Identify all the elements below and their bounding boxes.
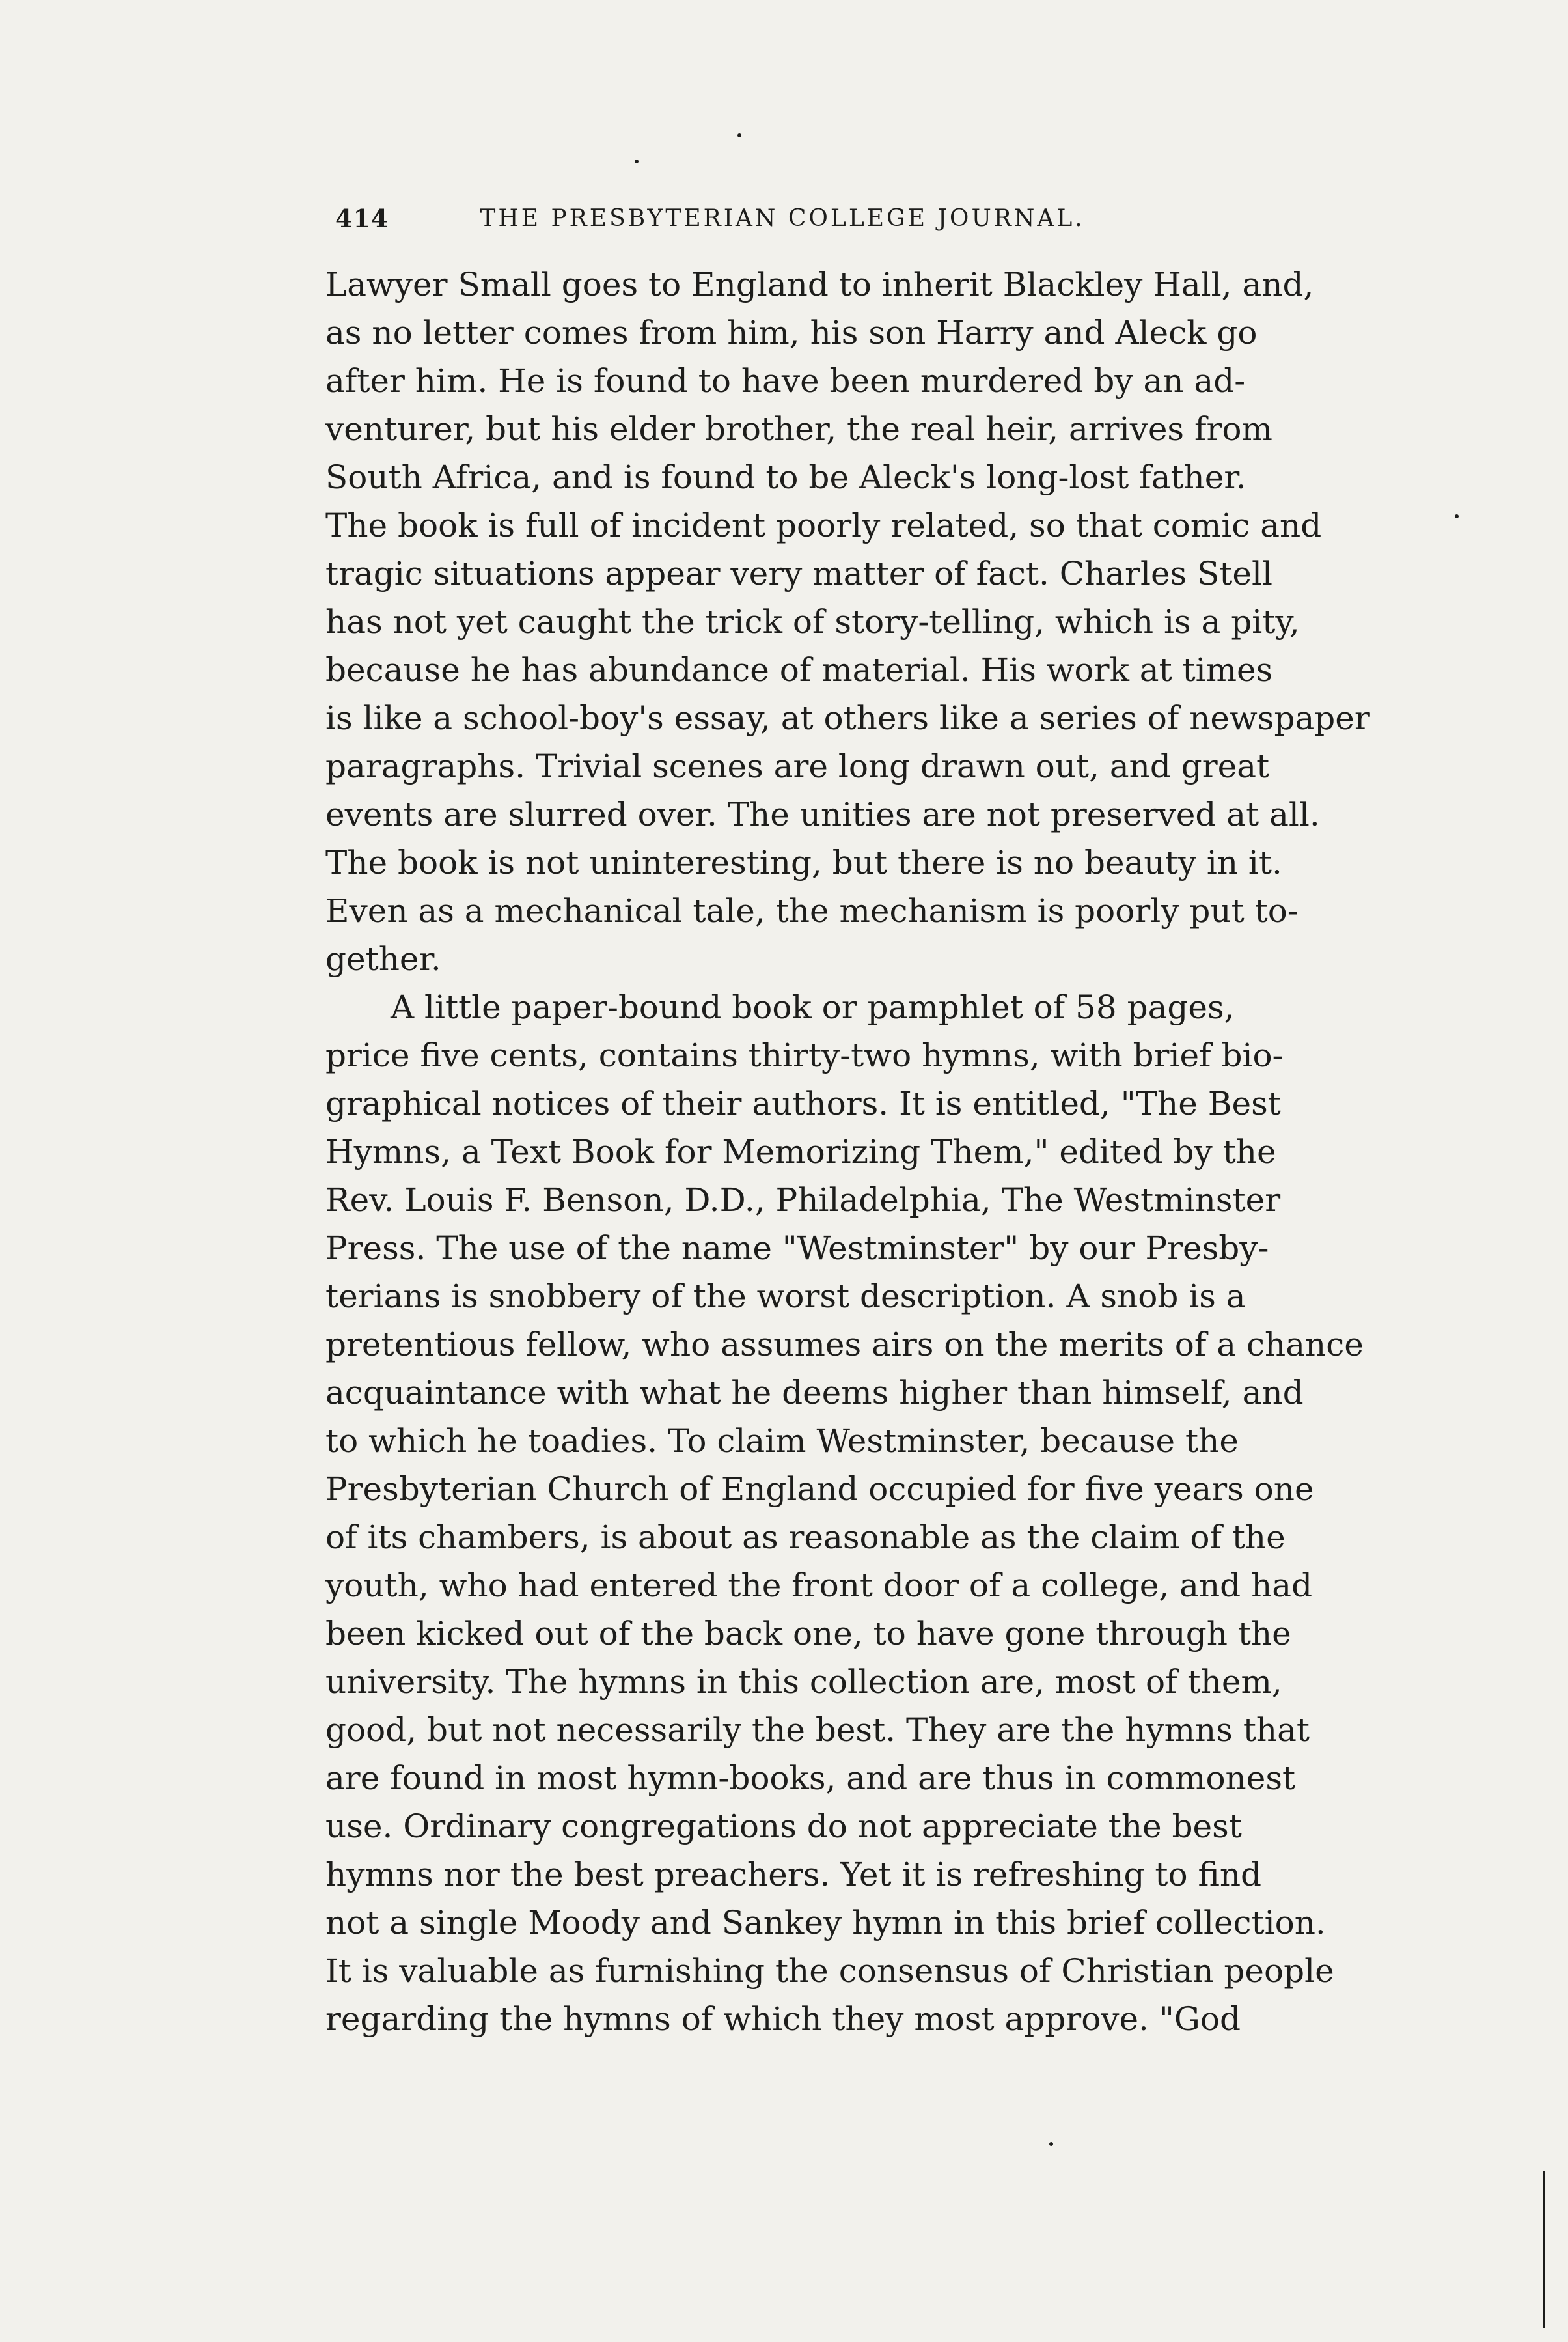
text-line: price five cents, contains thirty-two hymns, with brief bio- [325, 1037, 1284, 1074]
text-line: has not yet caught the trick of story-telling, which is a pity, [325, 603, 1300, 641]
text-line: acquaintance with what he deems higher than himself, and [325, 1374, 1304, 1412]
page-edge-mark [1543, 2171, 1545, 2328]
text-line: good, but not necessarily the best. They are the hymns that [325, 1711, 1310, 1749]
text-line: Press. The use of the name "Westminster" by our Presby- [325, 1229, 1269, 1267]
text-line: terians is snobbery of the worst description. A snob is a [325, 1277, 1246, 1315]
text-line: because he has abundance of material. His work at times [325, 651, 1273, 689]
text-line: to which he toadies. To claim Westminster, because the [325, 1422, 1239, 1460]
text-line: youth, who had entered the front door of a college, and had [325, 1567, 1313, 1604]
text-line: tragic situations appear very matter of fact. Charles Stell [325, 555, 1273, 592]
text-line: events are slurred over. The unities are not preserved at all. [325, 796, 1320, 833]
text-line: Rev. Louis F. Benson, D.D., Philadelphia, The Westminster [325, 1181, 1281, 1219]
text-line: graphical notices of their authors. It is entitled, "The Best [325, 1085, 1281, 1122]
scan-speck [1455, 514, 1459, 518]
text-line: is like a school-boy's essay, at others like a series of newspaper [325, 699, 1370, 737]
running-title: THE PRESBYTERIAN COLLEGE JOURNAL. [480, 204, 1085, 232]
text-line: hymns nor the best preachers. Yet it is refreshing to find [325, 1856, 1262, 1893]
page-number: 414 [335, 203, 389, 233]
scan-speck [635, 160, 639, 163]
text-line: gether. [325, 940, 441, 978]
body-text [325, 260, 1370, 2043]
text-line: after him. He is found to have been murdered by an ad- [325, 362, 1246, 400]
text-line: paragraphs. Trivial scenes are long drawn out, and great [325, 747, 1270, 785]
text-line: are found in most hymn-books, and are thus in commonest [325, 1759, 1296, 1797]
text-line: The book is full of incident poorly related, so that comic and [325, 507, 1322, 544]
text-line: been kicked out of the back one, to have gone through the [325, 1615, 1291, 1652]
text-line: pretentious fellow, who assumes airs on the merits of a chance [325, 1326, 1364, 1363]
text-line: not a single Moody and Sankey hymn in this brief collection. [325, 1904, 1326, 1942]
text-line: Presbyterian Church of England occupied for five years one [325, 1470, 1314, 1508]
page-header [335, 195, 1246, 241]
text-line: use. Ordinary congregations do not appreciate the best [325, 1807, 1242, 1845]
text-line: South Africa, and is found to be Aleck's long-lost father. [325, 458, 1246, 496]
text-line: Lawyer Small goes to England to inherit Blackley Hall, and, [325, 266, 1314, 303]
text-line: venturer, but his elder brother, the real heir, arrives from [325, 410, 1272, 448]
text-line: Even as a mechanical tale, the mechanism is poorly put to- [325, 892, 1299, 930]
scan-speck [1049, 2142, 1053, 2146]
scan-speck [737, 133, 741, 137]
text-line: as no letter comes from him, his son Harry and Aleck go [325, 314, 1258, 352]
text-line: It is valuable as furnishing the consensus of Christian people [325, 1952, 1334, 1990]
text-line: of its chambers, is about as reasonable as the claim of the [325, 1518, 1286, 1556]
text-line: The book is not uninteresting, but there is no beauty in it. [325, 844, 1282, 882]
text-line: university. The hymns in this collection are, most of them, [325, 1663, 1282, 1701]
text-line: A little paper-bound book or pamphlet of 58 pages, [391, 988, 1235, 1026]
text-line: Hymns, a Text Book for Memorizing Them," edited by the [325, 1133, 1276, 1171]
text-line: regarding the hymns of which they most approve. "God [325, 2000, 1241, 2038]
